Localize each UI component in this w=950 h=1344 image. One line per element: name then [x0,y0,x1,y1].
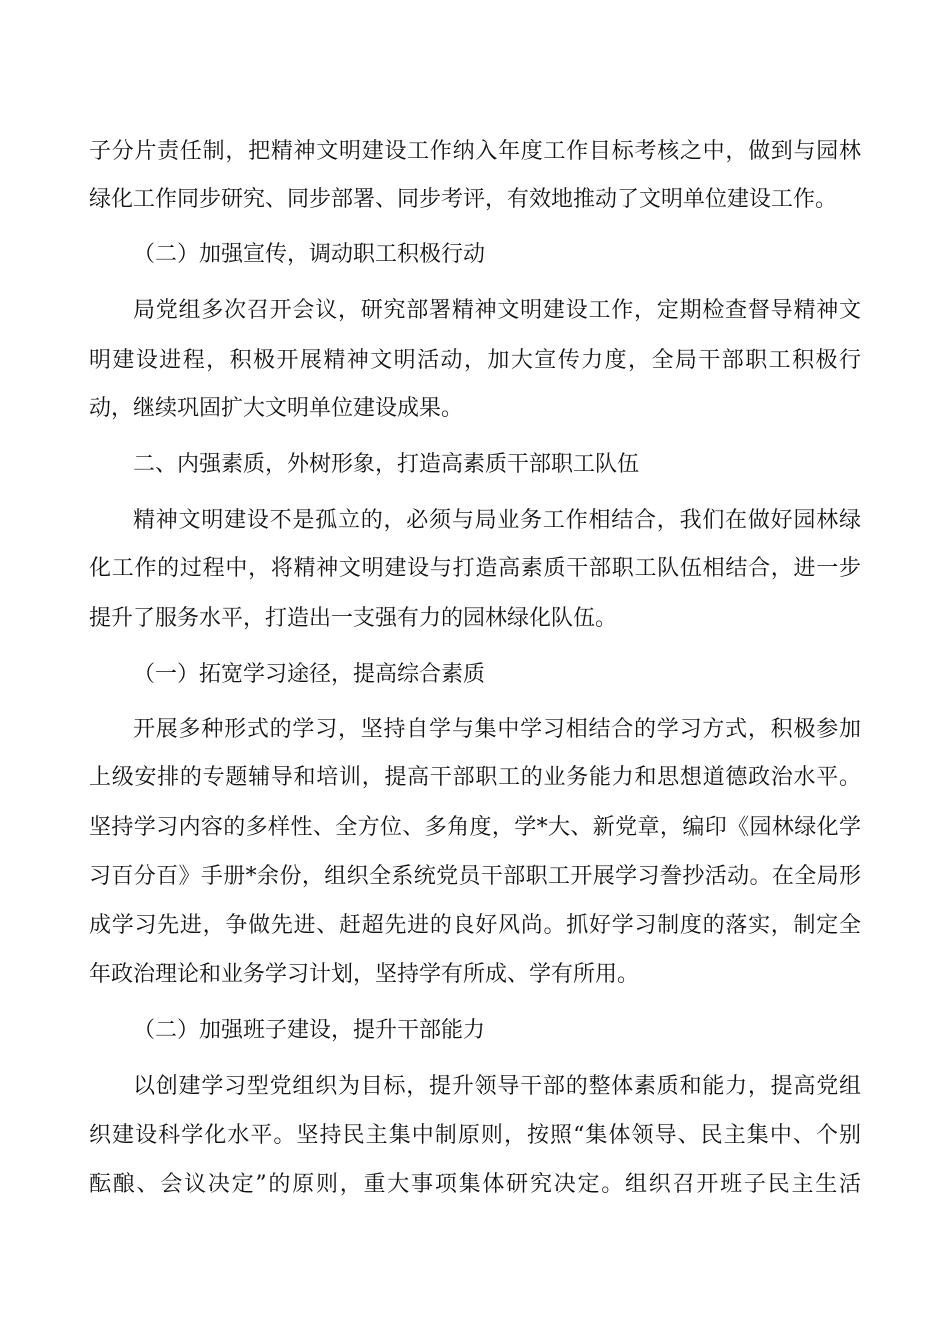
body-line: 年政治理论和业务学习计划，坚持学有所成、学有所用。 [89,962,640,987]
body-line: 坚持学习内容的多样性、全方位、多角度，学*大、新党章，编印《园林绿化学 [89,815,861,840]
body-line: 上级安排的专题辅导和培训，提高干部职工的业务能力和思想道德政治水平。 [89,765,861,790]
body-line: 以创建学习型党组织为目标，提升领导干部的整体素质和能力，提高党组 [133,1074,861,1099]
body-line: 织建设科学化水平。坚持民主集中制原则，按照“集体领导、民主集中、个别 [89,1123,861,1148]
section-heading: 二、内强素质，外树形象，打造高素质干部职工队伍 [133,452,640,477]
body-line: 化工作的过程中，将精神文明建设与打造高素质干部职工队伍相结合，进一步 [89,556,861,581]
body-line: 开展多种形式的学习，坚持自学与集中学习相结合的学习方式，积极参加 [133,717,861,742]
body-line: 子分片责任制，把精神文明建设工作纳入年度工作目标考核之中，做到与园林 [89,139,861,164]
body-line: 精神文明建设不是孤立的，必须与局业务工作相结合，我们在做好园林绿 [133,508,861,533]
body-line: 成学习先进，争做先进、赶超先进的良好风尚。抓好学习制度的落实，制定全 [89,913,861,938]
body-line: 提升了服务水平，打造出一支强有力的园林绿化队伍。 [89,606,618,631]
section-heading: （二）加强班子建设，提升干部能力 [133,1018,486,1043]
section-heading: （二）加强宣传，调动职工积极行动 [133,242,486,267]
body-line: 习百分百》手册*余份，组织全系统党员干部职工开展学习誊抄活动。在全局形 [89,864,861,889]
section-heading: （一）拓宽学习途径，提高综合素质 [133,662,486,687]
body-line: 局党组多次召开会议，研究部署精神文明建设工作，定期检查督导精神文 [133,298,861,323]
body-line: 动，继续巩固扩大文明单位建设成果。 [89,396,464,421]
body-line: 酝酿、会议决定”的原则，重大事项集体研究决定。组织召开班子民主生活 [89,1172,861,1197]
body-line: 绿化工作同步研究、同步部署、同步考评，有效地推动了文明单位建设工作。 [89,187,838,212]
body-line: 明建设进程，积极开展精神文明活动，加大宣传力度，全局干部职工积极行 [89,348,861,373]
